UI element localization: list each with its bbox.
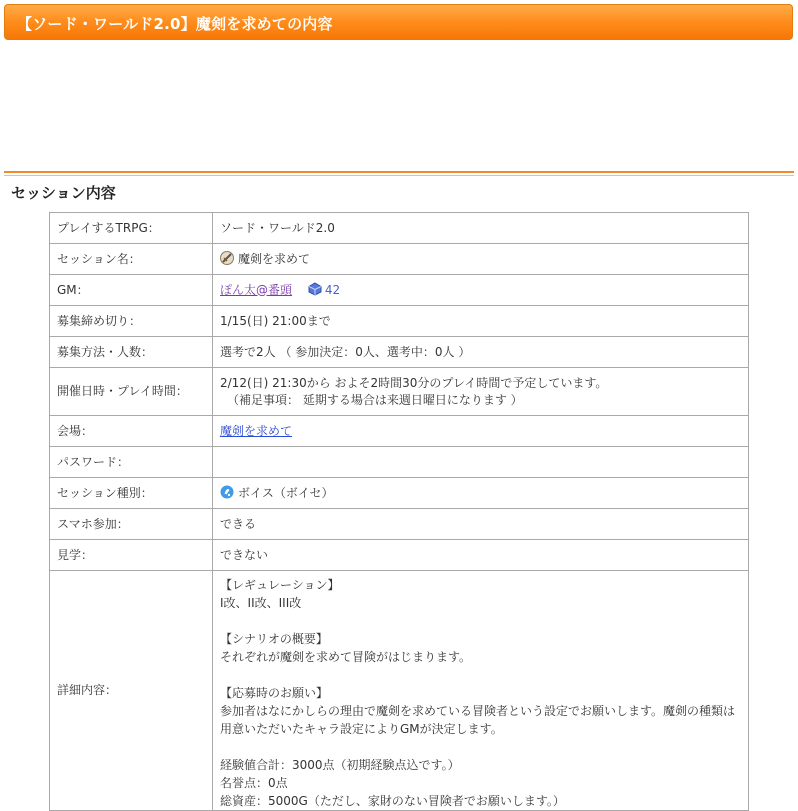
row-value-details-cell: [213, 571, 749, 811]
table-row: [50, 509, 749, 540]
table-row: [50, 337, 749, 368]
details-line: 名誉点：0点: [220, 776, 288, 790]
row-value-smartphone: できる: [213, 509, 749, 540]
table-row: [50, 368, 749, 416]
details-line: それぞれが魔剣を求めて冒険がはじまります。: [220, 650, 472, 664]
row-value-venue-cell: [213, 416, 749, 447]
table-row: [50, 306, 749, 337]
table-row: [50, 213, 749, 244]
details-line: 経験値合計：3000点（初期経験点込です。）: [220, 758, 460, 772]
details-line: 総資産：5000G（ただし、家財のない冒険者でお願いします。）: [220, 794, 565, 808]
row-value-observe: できない: [213, 540, 749, 571]
session-type-text: ボイス（ボイセ）: [238, 485, 334, 500]
row-label-gm: GM：: [50, 275, 213, 306]
details-line: 【応募時のお願い】: [220, 686, 329, 700]
divider: [4, 171, 794, 173]
table-row: [50, 416, 749, 447]
row-value-password: [213, 447, 749, 478]
dice-icon: [308, 282, 322, 296]
gm-link[interactable]: ぽん太@番頭: [220, 282, 293, 297]
page-title: 【ソード・ワールド2.0】魔剣を求めての内容: [17, 15, 333, 33]
details-blank-line: [220, 612, 748, 630]
sword-icon: [220, 251, 234, 265]
row-label-recruit: 募集方法・人数：: [50, 337, 213, 368]
datetime-line-1: 2/12(日) 21:30から およそ2時間30分のプレイ時間で予定しています。: [220, 375, 608, 390]
venue-link[interactable]: 魔剣を求めて: [220, 423, 293, 438]
row-label-smartphone: スマホ参加：: [50, 509, 213, 540]
row-value-gm-cell: [213, 275, 749, 306]
session-info-table: [49, 212, 749, 811]
row-value-datetime-cell: [213, 368, 749, 416]
divider-shadow: [4, 175, 794, 176]
row-label-observe: 見学：: [50, 540, 213, 571]
row-label-password: パスワード：: [50, 447, 213, 478]
row-value-deadline: 1/15(日) 21:00まで: [213, 306, 749, 337]
details-line: 用意いただいたキャラ設定によりGMが決定します。: [220, 722, 503, 736]
table-row: [50, 275, 749, 306]
row-label-venue: 会場：: [50, 416, 213, 447]
table-row: [50, 478, 749, 509]
datetime-line-2: （補足事項： 延期する場合は来週日曜日になります ）: [227, 392, 523, 407]
details-text: [220, 571, 748, 808]
row-label-deadline: 募集締め切り：: [50, 306, 213, 337]
row-value-session-name-cell: [213, 244, 749, 275]
gm-dice-count: 42: [324, 282, 341, 297]
details-line: 【シナリオの概要】: [220, 632, 328, 646]
row-value-type-cell: [213, 478, 749, 509]
row-label-type: セッション種別：: [50, 478, 213, 509]
page-header: [4, 4, 793, 40]
details-line: 参加者はなにかしらの理由で魔剣を求めている冒険者という設定でお願いします。魔剣の種類は: [220, 704, 736, 718]
voice-icon: [220, 485, 234, 499]
row-value-recruit: 選考で2人 （ 参加決定：0人、選考中：0人 ）: [213, 337, 749, 368]
details-blank-line: [220, 738, 748, 756]
row-label-datetime: 開催日時・プレイ時間：: [50, 368, 213, 416]
details-line: 【レギュレーション】: [220, 578, 340, 592]
row-label-details: 詳細内容：: [50, 571, 213, 811]
details-line: I改、II改、III改: [220, 596, 302, 610]
details-blank-line: [220, 666, 748, 684]
table-row: [50, 571, 749, 811]
row-label-trpg: プレイするTRPG：: [50, 213, 213, 244]
table-row: [50, 540, 749, 571]
row-label-session-name: セッション名：: [50, 244, 213, 275]
table-row: [50, 244, 749, 275]
session-name-text: 魔剣を求めて: [238, 251, 311, 266]
row-value-trpg: ソード・ワールド2.0: [213, 213, 749, 244]
table-row: [50, 447, 749, 478]
section-title: セッション内容: [11, 184, 116, 202]
